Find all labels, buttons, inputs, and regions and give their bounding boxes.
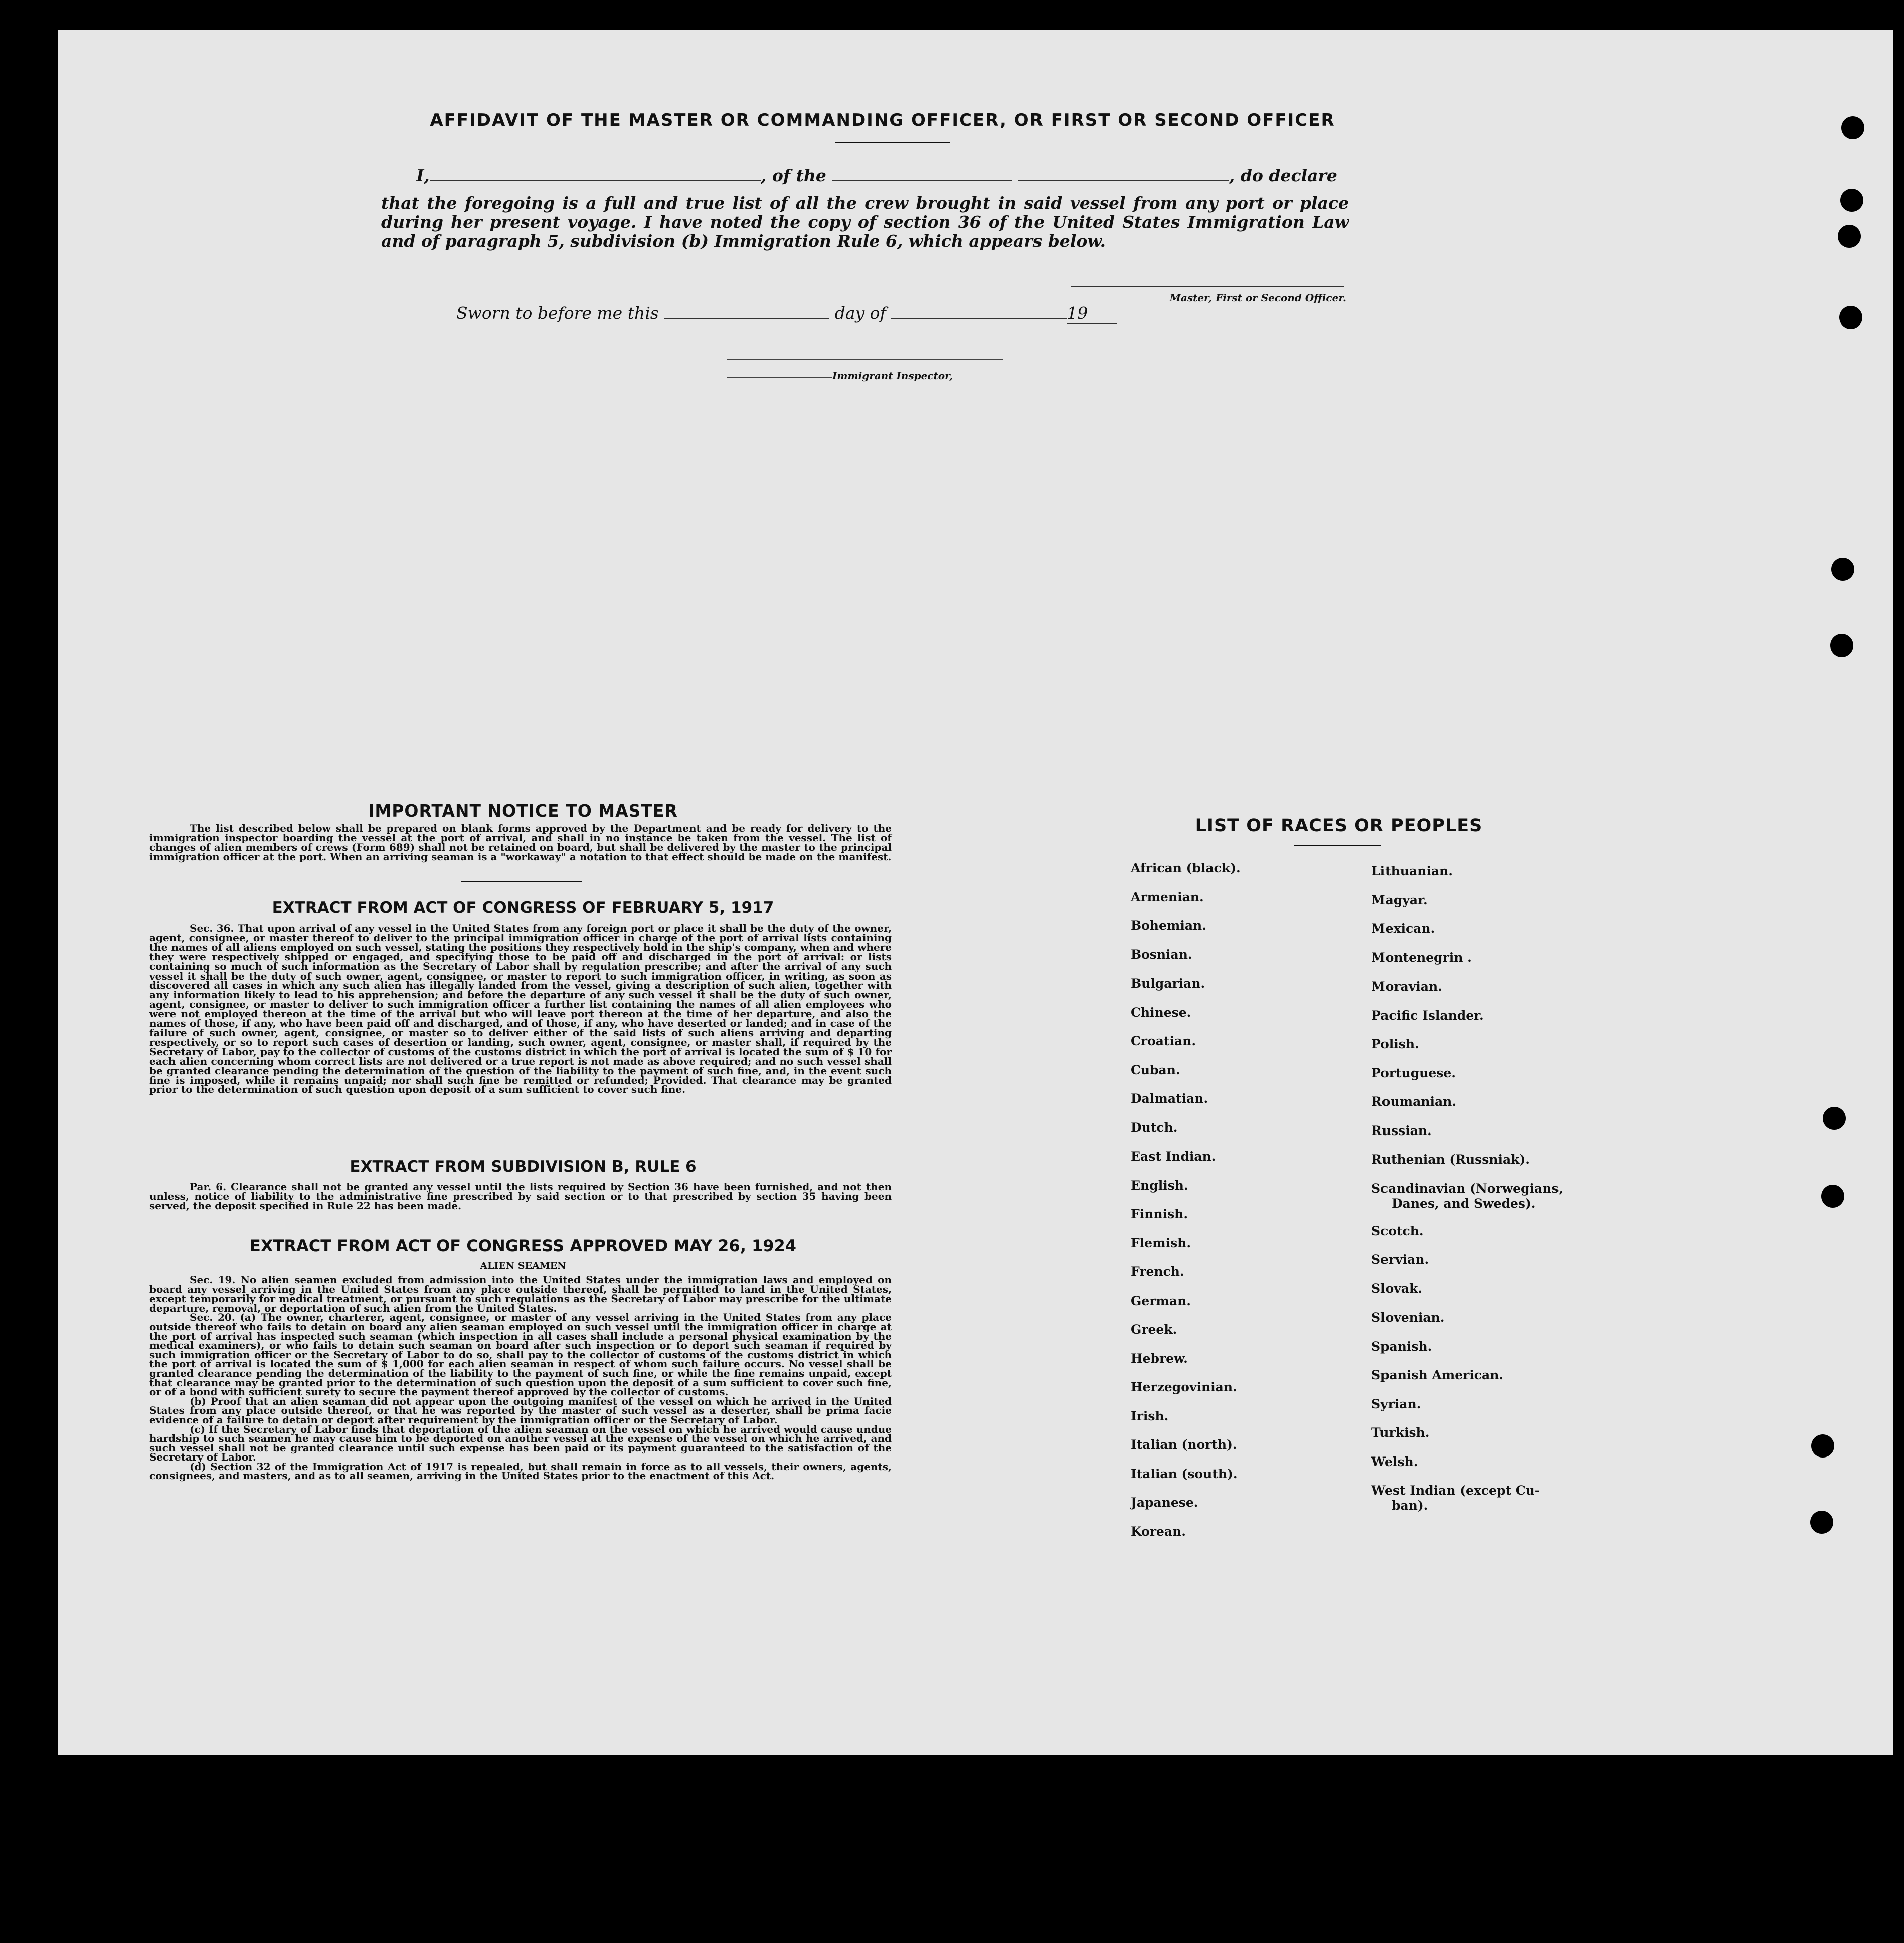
punch-hole	[1840, 189, 1863, 212]
race-item: Slovenian.	[1371, 1310, 1445, 1325]
race-item: Russian.	[1371, 1123, 1432, 1138]
race-item: ban).	[1392, 1498, 1428, 1513]
race-item: English.	[1131, 1178, 1188, 1193]
race-item: German.	[1131, 1293, 1191, 1308]
race-item: Dalmatian.	[1131, 1091, 1208, 1106]
inspector-signature-field-top[interactable]	[727, 359, 1003, 360]
race-item: Scandinavian (Norwegians,	[1371, 1181, 1564, 1196]
race-item: Italian (north).	[1131, 1437, 1237, 1452]
race-item: Ruthenian (Russniak).	[1371, 1152, 1530, 1167]
race-item: Montenegrin .	[1371, 950, 1472, 965]
sworn-day-field[interactable]	[664, 318, 829, 319]
punch-hole	[1823, 1107, 1846, 1130]
declarant-name-field[interactable]	[430, 180, 761, 181]
race-item: Turkish.	[1371, 1425, 1430, 1440]
affidavit-title: AFFIDAVIT OF THE MASTER OR COMMANDING OFFICER, OR FIRST OR SECOND OFFICER	[430, 110, 1335, 130]
race-item: Polish.	[1371, 1037, 1419, 1051]
race-item: Korean.	[1131, 1524, 1186, 1539]
sworn-label: Sworn to before me this	[456, 303, 659, 323]
races-right-column	[1371, 864, 1582, 1527]
race-item: Spanish.	[1371, 1339, 1432, 1354]
affidavit-declaration-line	[416, 166, 1349, 185]
race-item: Dutch.	[1131, 1120, 1178, 1135]
race-item: Portuguese.	[1371, 1065, 1456, 1080]
vessel-type-field[interactable]	[832, 180, 1012, 181]
notice-divider	[461, 881, 582, 882]
race-item: Magyar.	[1371, 892, 1428, 907]
race-item: Armenian.	[1131, 889, 1204, 904]
race-item: French.	[1131, 1264, 1184, 1279]
sec-20a-paragraph: Sec. 20. (a) The owner, charterer, agent, consignee, or master of any vessel arriving in the United States from any place outside thereof who fails to detain on board any alien seaman employed on such vessel until the immigration officer in charge at the port of arrival has inspected such seaman (which inspection in all cases shall include a personal physical examination by the medical examiners), or who fails to detain such seaman on board after such inspection or to deport such seaman if required by such immigration officer or the Secretary of Labor to do so, shall pay to the collector of customs of the customs district in which the port of arrival is located the sum of $ 1,000 for each alien seaman in respect of whom such failure occurs. No vessel shall be granted clearance pending the determination of the liability to the payment of such fine, or while the fine remains unpaid, except that clearance may be granted prior to the determination of such question upon the deposit of a sum sufficient to cover such fine, or of a bond with sufficient surety to secure the payment thereof approved by the collector of customs.	[149, 1311, 892, 1398]
race-item: Herzegovinian.	[1131, 1380, 1237, 1394]
race-item: Cuban.	[1131, 1062, 1180, 1077]
race-item: Slovak.	[1371, 1281, 1422, 1296]
race-item: Croatian.	[1131, 1034, 1196, 1048]
sec-19-paragraph: Sec. 19. No alien seamen excluded from admission into the United States under the immigration laws and employed on board any vessel arriving in the United States from any place outside thereof, shall be permitted to land in the United States, except temporarily for medical treatment, or pursuant to such regulations as the Secretary of Labor may prescribe for the ultimate departure, removal, or deportation of such alien from the United States.	[149, 1274, 892, 1314]
do-declare-label: , do declare	[1229, 166, 1337, 185]
race-item: Spanish American.	[1371, 1368, 1504, 1382]
sec-20d-paragraph: (d) Section 32 of the Immigration Act of 1917 is repealed, but shall remain in force as to all vessels, their owners, agents, consignees, and masters, and as to all seamen, arriving in the United States prior to the enactment of this Act.	[149, 1460, 892, 1482]
year-prefix: 19	[1067, 303, 1088, 323]
vessel-name-field[interactable]	[1018, 180, 1229, 181]
notice-title: IMPORTANT NOTICE TO MASTER	[368, 801, 678, 821]
race-item: Finnish.	[1131, 1207, 1188, 1221]
race-item: Japanese.	[1131, 1495, 1198, 1510]
affidavit-body: that the foregoing is a full and true list of all the crew brought in said vessel from any port or place during her present voyage. I have noted the copy of section 36 of the United States Immigration Law and of paragraph 5, subdivision (b) Immigration Rule 6, which appears below.	[381, 193, 1349, 251]
race-item: Lithuanian.	[1371, 864, 1453, 878]
race-item: Bulgarian.	[1131, 976, 1205, 991]
form-page	[58, 30, 1893, 1755]
race-item: Irish.	[1131, 1408, 1169, 1423]
extract-rule6-title: EXTRACT FROM SUBDIVISION B, RULE 6	[350, 1158, 697, 1176]
signature-field[interactable]	[1071, 286, 1344, 287]
races-left-column	[1131, 861, 1341, 1553]
race-item: East Indian.	[1131, 1149, 1216, 1164]
signature-label: Master, First or Second Officer.	[1169, 292, 1346, 304]
inspector-label: Immigrant Inspector,	[832, 370, 953, 382]
race-item: Italian (south).	[1131, 1466, 1238, 1481]
race-item: Bosnian.	[1131, 947, 1192, 962]
extract-rule6-text: Par. 6. Clearance shall not be granted any vessel until the lists required by Section 36 have been furnished, and not then unless, notice of liability to the administrative fine prescribed by said section or to that prescribed by section 35 having been served, the deposit specified in Rule 22 has been made.	[149, 1181, 892, 1212]
title-divider	[835, 142, 950, 143]
sworn-line	[456, 303, 1158, 324]
race-item: Danes, and Swedes).	[1392, 1196, 1536, 1211]
punch-hole	[1821, 1185, 1844, 1208]
punch-hole	[1838, 225, 1861, 248]
punch-hole	[1841, 116, 1864, 139]
punch-hole	[1831, 558, 1854, 581]
race-item: Welsh.	[1371, 1454, 1418, 1469]
punch-hole	[1810, 1511, 1833, 1534]
extract-1924-body	[149, 1275, 892, 1481]
punch-hole	[1811, 1434, 1834, 1458]
extract-1924-subtitle: ALIEN SEAMEN	[480, 1260, 566, 1271]
races-divider	[1294, 845, 1381, 846]
sec-20c-paragraph: (c) If the Secretary of Labor finds that deportation of the alien seaman on the vessel on which he arrived would cause undue hardship to such seamen he may cause him to be deported on another vessel at the expense of the vessel on which he arrived, and such vessel shall not be granted clearance until such expense has been paid or its payment guaranteed to the satisfaction of the Secretary of Labor.	[149, 1423, 892, 1464]
race-item: Flemish.	[1131, 1235, 1191, 1250]
race-item: African (black).	[1131, 861, 1241, 875]
sworn-year-field[interactable]	[1067, 303, 1117, 324]
race-item: Roumanian.	[1371, 1094, 1457, 1109]
race-item: Pacific Islander.	[1371, 1008, 1484, 1023]
race-item: West Indian (except Cu-	[1371, 1483, 1540, 1498]
race-item: Syrian.	[1371, 1396, 1421, 1411]
sec-20b-paragraph: (b) Proof that an alien seaman did not appear upon the outgoing manifest of the vessel on which he arrived in the United States from any place outside thereof, or that he was reported by the master of such vessel as a deserter, shall be prima facie evidence of a failure to detain or deport after requirement by the immigration officer or the Secretary of Labor.	[149, 1395, 892, 1426]
extract-1924-title: EXTRACT FROM ACT OF CONGRESS APPROVED MAY 26, 1924	[249, 1236, 797, 1255]
of-the-label: , of the	[760, 166, 826, 185]
race-item: Bohemian.	[1131, 918, 1206, 933]
punch-hole	[1830, 634, 1853, 657]
extract-1917-text: Sec. 36. That upon arrival of any vessel in the United States from any foreign port or place it shall be the duty of the owner, agent, consignee, or master thereof to deliver to the principal immigration officer in charge of the port of arrival lists containing the names of all aliens employed on such vessel, stating the positions they respectively hold in the ship's company, when and where they were respectively shipped or engaged, and specifying those to be paid off and discharged in the port of arrival: or lists containing so much of such information as the Secretary of Labor shall by regulation prescribe; and after the arrival of any such vessel it shall be the duty of such owner, agent, consignee, or master to report to such immigration officer, in writing, as soon as discovered all cases in which any such alien has illegally landed from the vessel, giving a description of such alien, together with any information likely to lead to his apprehension; and before the departure of any such vessel it shall be the duty of such owner, agent, consignee, or master to deliver to such immigration officer a further list containing the names of all alien employees who were not employed thereon at the time of the arrival but who will leave port thereon at the time of her departure, and also the names of those, if any, who have been paid off and discharged, and of those, if any, who have deserted or landed; and in case of the failure of such owner, agent, consignee, or master so to deliver either of the said lists of such aliens arriving and departing respectively, or so to report such cases of desertion or landing, such owner, agent, consignee, or master shall, if required by the Secretary of Labor, pay to the collector of customs of the customs district in which the port of arrival is located the sum of $ 10 for each alien concerning whom correct lists are not delivered or a true report is not made as above required; and no such vessel shall be granted clearance pending the determination of the question of the liability to the payment of such fine, and, in the event such fine is imposed, while it remains unpaid; nor shall such fine be remitted or refunded; Provided. That clearance may be granted prior to the determination of such question upon deposit of a sum sufficient to cover such fine.	[149, 922, 892, 1096]
declarant-i-label: I,	[416, 166, 430, 185]
race-item: Mexican.	[1371, 921, 1435, 936]
race-item: Scotch.	[1371, 1223, 1424, 1238]
race-item: Greek.	[1131, 1322, 1177, 1337]
race-item: Chinese.	[1131, 1005, 1191, 1020]
sworn-month-field[interactable]	[891, 318, 1067, 319]
races-title: LIST OF RACES OR PEOPLES	[1195, 816, 1483, 836]
extract-1917-title: EXTRACT FROM ACT OF CONGRESS OF FEBRUARY 5, 1917	[272, 899, 774, 917]
race-item: Moravian.	[1371, 979, 1442, 994]
inspector-signature-field[interactable]	[727, 377, 832, 378]
day-of-label: day of	[834, 303, 886, 323]
race-item: Hebrew.	[1131, 1351, 1188, 1366]
race-item: Servian.	[1371, 1252, 1429, 1267]
notice-text: The list described below shall be prepared on blank forms approved by the Department and be ready for delivery to the immigration inspector boarding the vessel at the port of arrival, and shall in no instance be taken from the vessel. The list of changes of alien members of crews (Form 689) shall not be retained on board, but shall be delivered by the master to the principal immigration officer at the port. When an arriving seaman is a "workaway" a notation to that effect should be made on the manifest.	[149, 822, 892, 863]
punch-hole	[1839, 306, 1862, 329]
